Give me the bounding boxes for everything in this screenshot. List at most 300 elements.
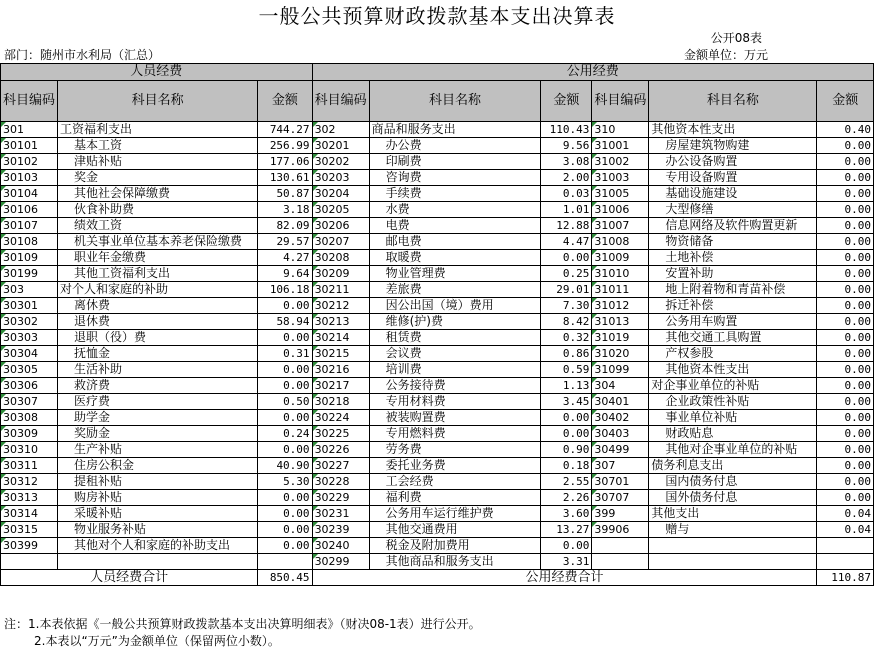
subject-code-cell: 30106 — [1, 202, 58, 218]
subject-name-cell: 物业服务补贴 — [58, 522, 258, 538]
header-name: 科目名称 — [649, 81, 817, 122]
subject-code-cell: 30403 — [592, 426, 649, 442]
column-header-row — [1, 81, 874, 122]
subject-name-cell: 专用燃料费 — [369, 426, 541, 442]
subject-code-cell: 31005 — [592, 186, 649, 202]
subject-name-cell: 水费 — [369, 202, 541, 218]
subject-name-cell: 工会经费 — [369, 474, 541, 490]
subject-code-cell: 30207 — [312, 234, 369, 250]
amount-cell: 2.26 — [541, 490, 592, 506]
subject-name-cell: 国外债务付息 — [649, 490, 817, 506]
subject-name-cell: 职业年金缴费 — [58, 250, 258, 266]
subject-code-cell: 303 — [1, 282, 58, 298]
table-row — [1, 394, 874, 410]
table-code: 公开08表 — [710, 31, 762, 45]
note-2: 2.本表以“万元”为金额单位（保留两位小数）。 — [34, 634, 280, 648]
amount-cell: 40.90 — [258, 458, 312, 474]
amount-cell: 110.43 — [541, 122, 592, 138]
amount-cell: 3.18 — [258, 202, 312, 218]
subject-name-cell: 其他资本性支出 — [649, 362, 817, 378]
amount-cell: 9.56 — [541, 138, 592, 154]
amount-cell: 0.00 — [258, 378, 312, 394]
amount-cell: 177.06 — [258, 154, 312, 170]
amount-cell — [258, 554, 312, 570]
header-code: 科目编码 — [312, 81, 369, 122]
amount-cell: 0.00 — [817, 138, 874, 154]
table-row — [1, 330, 874, 346]
subject-name-cell: 产权参股 — [649, 346, 817, 362]
subject-code-cell — [1, 554, 58, 570]
subject-code-cell: 30212 — [312, 298, 369, 314]
subject-name-cell: 办公设备购置 — [649, 154, 817, 170]
subject-code-cell: 30307 — [1, 394, 58, 410]
subject-code-cell: 30314 — [1, 506, 58, 522]
subject-code-cell: 30315 — [1, 522, 58, 538]
amount-cell: 0.00 — [817, 362, 874, 378]
subject-code-cell: 30707 — [592, 490, 649, 506]
section-personnel: 人员经费 — [1, 64, 313, 81]
subject-code-cell: 31010 — [592, 266, 649, 282]
subject-code-cell: 30701 — [592, 474, 649, 490]
amount-cell: 4.27 — [258, 250, 312, 266]
page-title: 一般公共预算财政拨款基本支出决算表 — [258, 4, 616, 28]
amount-cell: 50.87 — [258, 186, 312, 202]
subject-name-cell: 生活补助 — [58, 362, 258, 378]
subject-name-cell: 对企事业单位的补贴 — [649, 378, 817, 394]
subject-name-cell: 手续费 — [369, 186, 541, 202]
subject-name-cell: 购房补贴 — [58, 490, 258, 506]
amount-cell: 1.13 — [541, 378, 592, 394]
subject-code-cell: 31007 — [592, 218, 649, 234]
subject-code-cell: 30204 — [312, 186, 369, 202]
amount-cell: 0.00 — [817, 266, 874, 282]
amount-cell: 1.01 — [541, 202, 592, 218]
subject-name-cell: 专用设备购置 — [649, 170, 817, 186]
subject-code-cell: 30231 — [312, 506, 369, 522]
table-row — [1, 346, 874, 362]
amount-cell: 0.00 — [817, 458, 874, 474]
amount-cell: 0.00 — [541, 250, 592, 266]
subject-name-cell: 生产补贴 — [58, 442, 258, 458]
public-total-label: 公用经费合计 — [312, 570, 817, 586]
table-row — [1, 362, 874, 378]
subject-code-cell: 30209 — [312, 266, 369, 282]
subject-code-cell: 30313 — [1, 490, 58, 506]
table-row — [1, 426, 874, 442]
subject-code-cell: 30205 — [312, 202, 369, 218]
amount-cell: 8.42 — [541, 314, 592, 330]
subject-code-cell: 30211 — [312, 282, 369, 298]
subject-name-cell: 医疗费 — [58, 394, 258, 410]
subject-code-cell: 30308 — [1, 410, 58, 426]
subject-code-cell: 30306 — [1, 378, 58, 394]
subject-name-cell: 其他支出 — [649, 506, 817, 522]
table-row — [1, 202, 874, 218]
subject-code-cell: 30304 — [1, 346, 58, 362]
subject-code-cell: 30299 — [312, 554, 369, 570]
subject-code-cell: 399 — [592, 506, 649, 522]
amount-cell: 3.08 — [541, 154, 592, 170]
amount-cell: 0.00 — [817, 218, 874, 234]
subject-code-cell — [592, 554, 649, 570]
subject-name-cell: 维修(护)费 — [369, 314, 541, 330]
amount-cell — [817, 538, 874, 554]
amount-cell: 0.00 — [817, 410, 874, 426]
subject-name-cell: 绩效工资 — [58, 218, 258, 234]
subject-name-cell: 其他商品和服务支出 — [369, 554, 541, 570]
subject-name-cell: 物业管理费 — [369, 266, 541, 282]
subject-code-cell: 304 — [592, 378, 649, 394]
subject-name-cell: 其他工资福利支出 — [58, 266, 258, 282]
subject-name-cell: 信息网络及软件购置更新 — [649, 218, 817, 234]
subject-name-cell: 对个人和家庭的补助 — [58, 282, 258, 298]
subject-code-cell: 30312 — [1, 474, 58, 490]
amount-cell: 0.03 — [541, 186, 592, 202]
header-code: 科目编码 — [1, 81, 58, 122]
subject-name-cell: 培训费 — [369, 362, 541, 378]
amount-cell: 9.64 — [258, 266, 312, 282]
note-1: 注：1.本表依据《一般公共预算财政拨款基本支出决算明细表》（财决08-1表）进行公开。 — [4, 617, 481, 631]
subject-name-cell: 抚恤金 — [58, 346, 258, 362]
amount-cell: 0.04 — [817, 522, 874, 538]
table-row — [1, 442, 874, 458]
subject-name-cell: 咨询费 — [369, 170, 541, 186]
amount-cell: 0.00 — [817, 314, 874, 330]
amount-cell: 106.18 — [258, 282, 312, 298]
subject-name-cell: 印刷费 — [369, 154, 541, 170]
amount-cell: 0.24 — [258, 426, 312, 442]
table-row — [1, 234, 874, 250]
notes — [4, 616, 481, 650]
subject-name-cell: 其他社会保障缴费 — [58, 186, 258, 202]
amount-cell: 0.90 — [541, 442, 592, 458]
header-code: 科目编码 — [592, 81, 649, 122]
subject-code-cell: 31020 — [592, 346, 649, 362]
amount-cell: 256.99 — [258, 138, 312, 154]
subject-code-cell: 310 — [592, 122, 649, 138]
amount-cell: 2.00 — [541, 170, 592, 186]
subject-code-cell: 31013 — [592, 314, 649, 330]
subject-name-cell: 财政贴息 — [649, 426, 817, 442]
amount-cell: 0.00 — [258, 298, 312, 314]
subject-code-cell: 30108 — [1, 234, 58, 250]
subject-code-cell: 30402 — [592, 410, 649, 426]
subject-name-cell: 企业政策性补贴 — [649, 394, 817, 410]
subject-name-cell: 公务用车购置 — [649, 314, 817, 330]
subject-code-cell: 30225 — [312, 426, 369, 442]
amount-cell: 2.55 — [541, 474, 592, 490]
subject-code-cell: 30218 — [312, 394, 369, 410]
amount-cell: 0.00 — [817, 378, 874, 394]
unit-label: 金额单位：万元 — [683, 48, 768, 62]
subject-name-cell: 委托业务费 — [369, 458, 541, 474]
amount-cell: 0.59 — [541, 362, 592, 378]
subject-name-cell: 国内债务付息 — [649, 474, 817, 490]
table-row — [1, 154, 874, 170]
subject-name-cell: 被装购置费 — [369, 410, 541, 426]
amount-cell: 0.00 — [817, 490, 874, 506]
table-row — [1, 266, 874, 282]
subject-code-cell: 31009 — [592, 250, 649, 266]
table-row — [1, 378, 874, 394]
subject-name-cell: 租赁费 — [369, 330, 541, 346]
subject-name-cell: 其他交通工具购置 — [649, 330, 817, 346]
subject-code-cell: 30224 — [312, 410, 369, 426]
amount-cell: 0.18 — [541, 458, 592, 474]
amount-cell: 0.31 — [258, 346, 312, 362]
subject-name-cell: 公务接待费 — [369, 378, 541, 394]
subject-code-cell: 30199 — [1, 266, 58, 282]
subject-name-cell: 办公费 — [369, 138, 541, 154]
subject-code-cell: 30217 — [312, 378, 369, 394]
subject-name-cell: 房屋建筑物购建 — [649, 138, 817, 154]
amount-cell: 0.50 — [258, 394, 312, 410]
amount-cell: 0.04 — [817, 506, 874, 522]
amount-cell: 0.40 — [817, 122, 874, 138]
subject-name-cell: 商品和服务支出 — [369, 122, 541, 138]
subject-name-cell: 税金及附加费用 — [369, 538, 541, 554]
amount-cell: 744.27 — [258, 122, 312, 138]
amount-cell: 0.00 — [258, 442, 312, 458]
subject-name-cell: 采暖补贴 — [58, 506, 258, 522]
subject-code-cell: 30228 — [312, 474, 369, 490]
table-row — [1, 538, 874, 554]
subject-name-cell: 其他对个人和家庭的补助支出 — [58, 538, 258, 554]
subject-code-cell: 30310 — [1, 442, 58, 458]
subject-code-cell: 31008 — [592, 234, 649, 250]
amount-cell — [817, 554, 874, 570]
subject-code-cell: 30213 — [312, 314, 369, 330]
subject-name-cell: 会议费 — [369, 346, 541, 362]
header-name: 科目名称 — [369, 81, 541, 122]
amount-cell: 0.00 — [258, 538, 312, 554]
subject-name-cell: 拆迁补偿 — [649, 298, 817, 314]
amount-cell: 0.00 — [817, 202, 874, 218]
subject-code-cell: 30107 — [1, 218, 58, 234]
amount-cell: 0.00 — [817, 330, 874, 346]
table-row — [1, 186, 874, 202]
amount-cell: 12.88 — [541, 218, 592, 234]
subject-code-cell: 30301 — [1, 298, 58, 314]
amount-cell: 0.00 — [817, 474, 874, 490]
subject-name-cell: 差旅费 — [369, 282, 541, 298]
subject-code-cell: 31019 — [592, 330, 649, 346]
subject-code-cell: 31011 — [592, 282, 649, 298]
subject-name-cell: 物资储备 — [649, 234, 817, 250]
header-amount: 金额 — [258, 81, 312, 122]
subject-name-cell: 奖金 — [58, 170, 258, 186]
department-label: 部门：随州市水利局（汇总） — [4, 48, 161, 62]
amount-cell: 0.00 — [258, 362, 312, 378]
personnel-total-amount: 850.45 — [258, 570, 312, 586]
subject-name-cell: 专用材料费 — [369, 394, 541, 410]
subject-name-cell — [58, 554, 258, 570]
table-row — [1, 490, 874, 506]
table-row — [1, 170, 874, 186]
subject-code-cell: 30208 — [312, 250, 369, 266]
subject-name-cell: 劳务费 — [369, 442, 541, 458]
table-row — [1, 218, 874, 234]
subject-name-cell: 奖励金 — [58, 426, 258, 442]
table-row — [1, 410, 874, 426]
amount-cell: 0.00 — [817, 234, 874, 250]
subject-name-cell: 住房公积金 — [58, 458, 258, 474]
subject-code-cell: 30102 — [1, 154, 58, 170]
amount-cell: 82.09 — [258, 218, 312, 234]
amount-cell: 7.30 — [541, 298, 592, 314]
amount-cell: 0.00 — [817, 394, 874, 410]
subject-name-cell: 离休费 — [58, 298, 258, 314]
subject-code-cell: 39906 — [592, 522, 649, 538]
subject-name-cell: 公务用车运行维护费 — [369, 506, 541, 522]
subject-name-cell: 救济费 — [58, 378, 258, 394]
amount-cell: 3.45 — [541, 394, 592, 410]
amount-cell: 0.86 — [541, 346, 592, 362]
subject-code-cell: 30201 — [312, 138, 369, 154]
amount-cell: 4.47 — [541, 234, 592, 250]
subject-code-cell: 301 — [1, 122, 58, 138]
subject-code-cell: 30104 — [1, 186, 58, 202]
subject-name-cell — [649, 554, 817, 570]
subject-code-cell: 30215 — [312, 346, 369, 362]
subject-code-cell: 30302 — [1, 314, 58, 330]
public-total-amount: 110.87 — [817, 570, 874, 586]
section-header-row — [1, 64, 874, 81]
table-row — [1, 250, 874, 266]
amount-cell: 0.32 — [541, 330, 592, 346]
subject-code-cell — [592, 538, 649, 554]
subject-name-cell: 邮电费 — [369, 234, 541, 250]
amount-cell: 0.25 — [541, 266, 592, 282]
amount-cell: 0.00 — [258, 410, 312, 426]
subject-name-cell — [649, 538, 817, 554]
expenditure-table — [0, 63, 874, 586]
subject-name-cell: 赠与 — [649, 522, 817, 538]
amount-cell: 0.00 — [817, 186, 874, 202]
subject-code-cell: 30401 — [592, 394, 649, 410]
subject-name-cell: 大型修缮 — [649, 202, 817, 218]
amount-cell: 3.31 — [541, 554, 592, 570]
table-row — [1, 506, 874, 522]
subject-code-cell: 30240 — [312, 538, 369, 554]
amount-cell: 0.00 — [817, 442, 874, 458]
subject-code-cell: 30101 — [1, 138, 58, 154]
table-row — [1, 138, 874, 154]
subject-code-cell: 30206 — [312, 218, 369, 234]
subject-name-cell: 债务利息支出 — [649, 458, 817, 474]
amount-cell: 0.00 — [817, 154, 874, 170]
subject-name-cell: 退休费 — [58, 314, 258, 330]
table-row — [1, 122, 874, 138]
amount-cell: 0.00 — [258, 522, 312, 538]
subject-code-cell: 307 — [592, 458, 649, 474]
subject-code-cell: 30239 — [312, 522, 369, 538]
subject-code-cell: 31002 — [592, 154, 649, 170]
amount-cell: 0.00 — [817, 170, 874, 186]
subject-name-cell: 基础设施建设 — [649, 186, 817, 202]
subject-name-cell: 基本工资 — [58, 138, 258, 154]
subject-name-cell: 其他交通费用 — [369, 522, 541, 538]
amount-cell: 0.00 — [541, 410, 592, 426]
subject-code-cell: 30399 — [1, 538, 58, 554]
subject-name-cell: 津贴补贴 — [58, 154, 258, 170]
subject-code-cell: 30309 — [1, 426, 58, 442]
amount-cell: 0.00 — [258, 330, 312, 346]
table-row — [1, 314, 874, 330]
amount-cell: 58.94 — [258, 314, 312, 330]
subject-code-cell: 30229 — [312, 490, 369, 506]
subject-code-cell: 30226 — [312, 442, 369, 458]
header-name: 科目名称 — [58, 81, 258, 122]
subject-name-cell: 福利费 — [369, 490, 541, 506]
subject-code-cell: 31003 — [592, 170, 649, 186]
amount-cell: 29.57 — [258, 234, 312, 250]
subject-name-cell: 其他对企事业单位的补贴 — [649, 442, 817, 458]
amount-cell: 13.27 — [541, 522, 592, 538]
amount-cell: 0.00 — [541, 426, 592, 442]
amount-cell: 29.01 — [541, 282, 592, 298]
subject-code-cell: 30109 — [1, 250, 58, 266]
amount-cell: 3.60 — [541, 506, 592, 522]
subject-name-cell: 安置补助 — [649, 266, 817, 282]
amount-cell: 0.00 — [258, 490, 312, 506]
amount-cell: 130.61 — [258, 170, 312, 186]
subject-name-cell: 机关事业单位基本养老保险缴费 — [58, 234, 258, 250]
subject-name-cell: 退职（役）费 — [58, 330, 258, 346]
table-row — [1, 282, 874, 298]
table-row — [1, 474, 874, 490]
subject-name-cell: 助学金 — [58, 410, 258, 426]
subject-name-cell: 提租补贴 — [58, 474, 258, 490]
subject-code-cell: 31006 — [592, 202, 649, 218]
subject-name-cell: 土地补偿 — [649, 250, 817, 266]
amount-cell: 0.00 — [817, 250, 874, 266]
amount-cell: 0.00 — [541, 538, 592, 554]
subject-name-cell: 工资福利支出 — [58, 122, 258, 138]
subject-code-cell: 30311 — [1, 458, 58, 474]
header-amount: 金额 — [817, 81, 874, 122]
subject-name-cell: 事业单位补贴 — [649, 410, 817, 426]
amount-cell: 0.00 — [817, 298, 874, 314]
amount-cell: 0.00 — [258, 506, 312, 522]
header-amount: 金额 — [541, 81, 592, 122]
table-row — [1, 458, 874, 474]
subject-name-cell: 取暖费 — [369, 250, 541, 266]
subject-name-cell: 其他资本性支出 — [649, 122, 817, 138]
amount-cell: 0.00 — [817, 346, 874, 362]
subject-name-cell: 因公出国（境）费用 — [369, 298, 541, 314]
subject-code-cell: 30203 — [312, 170, 369, 186]
totals-row — [1, 570, 874, 586]
subject-code-cell: 30227 — [312, 458, 369, 474]
subject-code-cell: 31012 — [592, 298, 649, 314]
subject-name-cell: 地上附着物和青苗补偿 — [649, 282, 817, 298]
subject-code-cell: 302 — [312, 122, 369, 138]
subject-code-cell: 30103 — [1, 170, 58, 186]
subject-code-cell: 31001 — [592, 138, 649, 154]
table-row — [1, 554, 874, 570]
subject-code-cell: 30499 — [592, 442, 649, 458]
amount-cell: 5.30 — [258, 474, 312, 490]
subject-code-cell: 30214 — [312, 330, 369, 346]
amount-cell: 0.00 — [817, 282, 874, 298]
amount-cell: 0.00 — [817, 426, 874, 442]
table-row — [1, 298, 874, 314]
subject-name-cell: 电费 — [369, 218, 541, 234]
subject-code-cell: 30216 — [312, 362, 369, 378]
subject-code-cell: 30305 — [1, 362, 58, 378]
subject-code-cell: 30202 — [312, 154, 369, 170]
